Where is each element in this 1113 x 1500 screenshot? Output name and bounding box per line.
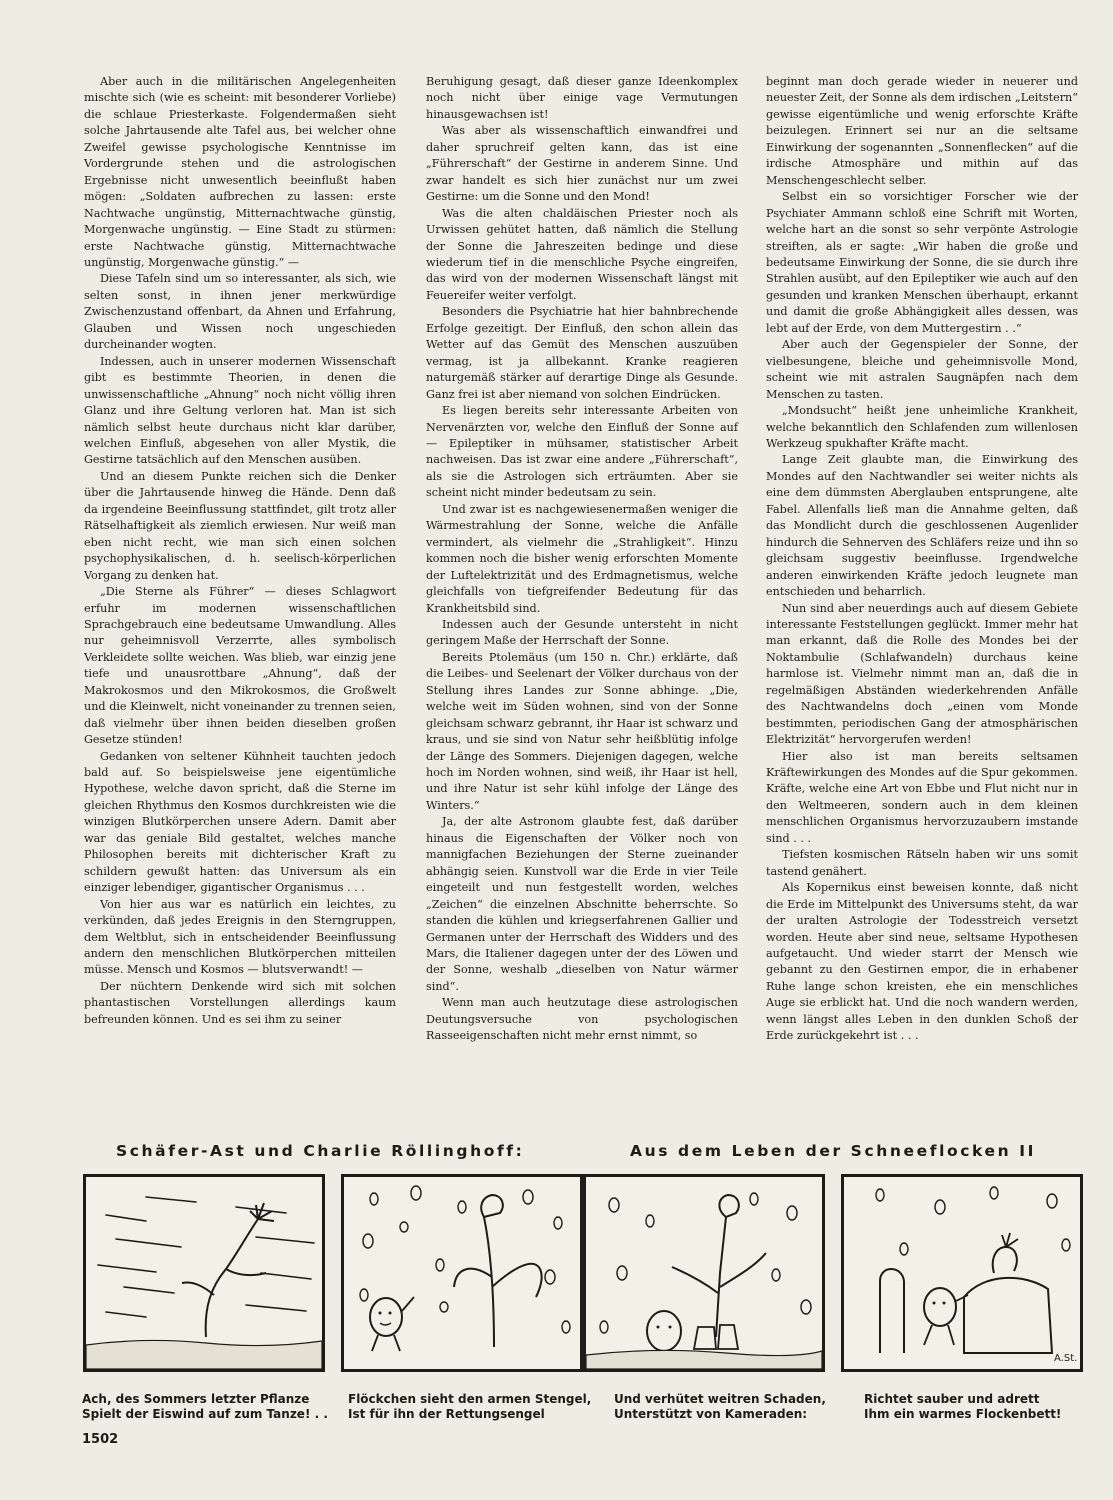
snowflakes-falling <box>600 1193 811 1333</box>
article-paragraph: Tiefsten kosmischen Rätseln haben wir uns somit tastend genähert. <box>766 848 1078 878</box>
snowflake-character <box>924 1288 968 1345</box>
snowflakes-falling <box>876 1187 1070 1255</box>
article-paragraph: Ja, der alte Astronom glaubte fest, daß darüber hinaus die Eigenschaften der Völker noch von mannigfachen Beziehungen der Sterne zueinander abhängig seien. Kunstvoll war die Erde in vier Teile eingeteilt und nun festgestellt worden, welches „Zeichen“ die einzelnen Abschnitte beherrschte. So standen die kühlen und kriegserfahrenen Gallier und Germanen unter der Herrschaft des Widders und des Mars, die Italiener dagegen unter der des Löwen und der Sonne, weshalb „dieselben von Natur wärmer sind“. <box>426 815 738 993</box>
article-paragraph: Was aber als wissenschaftlich einwandfrei und daher spruchreif gelten kann, das ist eine „Führerschaft“ der Gestirne in anderem Sinne. Und zwar handelt es sich hier zunächst nur um zwei Gestirne: um die Sonne und den Mond! <box>426 124 738 204</box>
article-paragraph: Von hier aus war es natürlich ein leichtes, zu verkünden, daß jedes Ereignis in den Sterngruppen, dem Weltblut, sich in entscheidender Beeinflussung andern den menschlichen Blutkörperchen mitteilen müsse. Mensch und Kosmos — blutsverwandt! — <box>84 897 396 977</box>
article-paragraph: Selbst ein so vorsichtiger Forscher wie der Psychiater Ammann schloß eine Schrift mit Worten, welche hart an die sonst so sehr verpönte Astrologie streiften, als er sagte: „Wir haben die große und bedeutsame Einwirkung der Sonne, die sie durch ihre Strahlen ausübt, auf den Epileptiker wie auch auf den gesunden und kranken Menschen überhaupt, erkannt und damit die große Abhängigkeit alles dessen, was lebt auf der Erde, von dem Muttergestirn . .“ <box>766 190 1078 335</box>
page-number: 1502 <box>82 1432 119 1447</box>
article-paragraph: Und zwar ist es nachgewiesenermaßen weniger die Wärmestrahlung der Sonne, welche die Anfälle vermindert, als vielmehr die „Strahligkeit“. Hinzu kommen noch die bisher wenig erforschten Momente der Luftelektrizität und des Erdmagnetismus, welche gleichfalls von tiefgreifender Bedeutung für das Krankheitsbild sind. <box>426 502 738 615</box>
article-paragraph: Wenn man auch heutzutage diese astrologischen Deutungsversuche von psychologischen Rasseeigenschaften nicht mehr ernst nimmt, so <box>426 996 738 1043</box>
article-paragraph: Lange Zeit glaubte man, die Einwirkung des Mondes auf den Nachtwandler sei weiter nichts als eine dem dümmsten Aberglauben entsprungene, alte Fabel. Allenfalls ließ man die Annahme gelten, daß das Mondlicht durch die geschlossenen Augenlider hindurch die Sehnerven des Schläfers reize und ihn so gleichsam suggestiv beeinflusse. Irgendwelche anderen einwirkenden Kräfte jedoch leugnete man entschieden und beharrlich. <box>766 453 1078 599</box>
drooping-stem <box>454 1195 542 1347</box>
comic-caption-4: Richtet sauber und adrett Ihm ein warmes Flockenbett! <box>864 1392 1062 1421</box>
comic-panel-3 <box>583 1174 825 1372</box>
article-paragraph: Indessen, auch in unserer modernen Wissenschaft gibt es bestimmte Theorien, in denen die unwissenschaftliche „Ahnung“ noch nicht völlig ihren Glanz und ihre Geltung verloren hat. Man ist sich nämlich selbst heute durchaus nicht klar darüber, welchen Einfluß, abgesehen von aller Mystik, die Gestirne tatsächlich auf den Menschen ausüben. <box>84 354 396 467</box>
ground <box>586 1350 822 1369</box>
snowflake-character <box>370 1297 414 1351</box>
comic-caption-1: Ach, des Sommers letzter Pflanze Spielt der Eiswind auf zum Tanze! . . <box>82 1392 328 1421</box>
article-paragraph: Der nüchtern Denkende wird sich mit solchen phantastischen Vorstellungen allerdings kaum befreunden können. Und es sei ihm zu seiner <box>84 979 396 1026</box>
comic-title: Aus dem Leben der Schneeflocken II <box>630 1142 1036 1160</box>
comic-caption-2: Flöckchen sieht den armen Stengel, Ist für ihn der Rettungsengel <box>348 1392 592 1421</box>
comic-authors: Schäfer-Ast und Charlie Röllinghoff: <box>116 1142 525 1160</box>
artist-signature: A.St. <box>1054 1353 1078 1364</box>
panel-1-drawing <box>86 1177 322 1369</box>
flake-bed <box>880 1233 1052 1353</box>
wind-strokes <box>98 1197 314 1317</box>
panel-2-drawing <box>344 1177 580 1369</box>
comic-panel-1 <box>83 1174 325 1372</box>
article-paragraph: Und an diesem Punkte reichen sich die Denker über die Jahrtausende hinweg die Hände. Denn daß da irgendeine Beeinflussung stattfindet, gilt trotz aller Rätselhaftigkeit als ziemlich erwiesen. Nur weiß man eben nicht recht, wie man sich einen solchen psychophysikalischen, d. h. seelisch-körperlichen Vorgang zu denken hat. <box>84 469 396 582</box>
panel-3-drawing <box>586 1177 822 1369</box>
article-paragraph: Indessen auch der Gesunde untersteht in nicht geringem Maße der Herrschaft der Sonne. <box>426 617 738 648</box>
article-paragraph: Aber auch der Gegenspieler der Sonne, der vielbesungene, bleiche und geheimnisvolle Mond, scheint wie mit astralen Saugnäpfen nach dem Menschen zu tasten. <box>766 338 1078 401</box>
ground <box>86 1340 322 1369</box>
article-paragraph: Gedanken von seltener Kühnheit tauchten jedoch bald auf. So beispielsweise jene eigentümliche Hypothese, welche davon spricht, daß die Sterne im gleichen Rhythmus den Kosmos durchkreisten wie die winzigen Blutkörperchen unsere Adern. Damit aber war das geniale Bild gestaltet, welches manche Philosophen bereits mit dichterischer Kraft zu schildern gewußt hatten: das Universum als ein einziger lebendiger, gigantischer Organismus . . . <box>84 749 396 895</box>
comic-caption-3: Und verhütet weitren Schaden, Unterstützt von Kameraden: <box>614 1392 826 1421</box>
article-paragraph: Als Kopernikus einst beweisen konnte, daß nicht die Erde im Mittelpunkt des Universums steht, da war der uralten Astrologie der Todesstreich versetzt worden. Heute aber sind neue, seltsame Hypothesen aufgetaucht. Und wieder starrt der Mensch wie gebannt zu den Gestirnen empor, die in erhabener Ruhe lange schon kreisten, ehe ein menschliches Auge sie erblickt hat. Und die noch wandern werden, wenn längst alles Leben in den dunklen Schoß der Erde zurückgekehrt ist . . . <box>766 881 1078 1043</box>
article-column-2 <box>426 74 738 1045</box>
article-paragraph: Diese Tafeln sind um so interessanter, als sich, wie selten sonst, in ihnen jener merkwürdige Zwischenzustand offenbart, da Ahnen und Erfahrung, Glauben und Wissen noch ungeschieden durcheinander wogten. <box>84 272 396 352</box>
snowflake-helpers <box>647 1311 738 1351</box>
article-paragraph: Es liegen bereits sehr interessante Arbeiten von Nervenärzten vor, welche den Einfluß der Sonne auf — Epileptiker in mühsamer, statistischer Arbeit nachweisen. Das ist zwar eine andere „Führerschaft“, als sie die Astrologen sich erträumten. Aber sie scheint nicht minder bedeutsam zu sein. <box>426 404 738 500</box>
comic-panel-2 <box>341 1174 583 1372</box>
article-paragraph: „Mondsucht“ heißt jene unheimliche Krankheit, welche bekanntlich den Schlafenden zum willenlosen Werkzeug spukhafter Kräfte macht. <box>766 404 1078 450</box>
article-paragraph: Bereits Ptolemäus (um 150 n. Chr.) erklärte, daß die Leibes- und Seelenart der Völker durchaus von der Stellung ihres Landes zur Sonne abhinge. „Die, welche weit im Süden wohnen, sind von der Sonne gleichsam schwarz gebrannt, ihr Haar ist schwarz und kraus, und sie sind von Natur sehr heißblütig infolge der Länge des Sommers. Diejenigen dagegen, welche hoch im Norden wohnen, sind weiß, ihr Haar ist hell, und ihre Natur ist sehr kühl infolge der Länge des Winters.“ <box>426 650 738 812</box>
article-paragraph: Besonders die Psychiatrie hat hier bahnbrechende Erfolge gezeitigt. Der Einfluß, den schon allein das Wetter auf das Gemüt des Menschen auszuüben vermag, ist ja allbekannt. Kranke reagieren naturgemäß stärker auf derartige Dinge als Gesunde. Ganz frei ist aber niemand von solchen Eindrücken. <box>426 305 738 401</box>
article-paragraph: beginnt man doch gerade wieder in neuerer und neuester Zeit, der Sonne als dem irdischen „Leitstern“ gewisse eigentümliche und wenig erforschte Kräfte beizulegen. Erinnert sei nur an die seltsame Einwirkung der sogenannten „Sonnenflecken“ auf die irdische Atmosphäre und mithin auf das Menschengeschlecht selber. <box>766 75 1078 187</box>
article-paragraph: „Die Sterne als Führer“ — dieses Schlagwort erfuhr im modernen wissenschaftlichen Sprachgebrauch eine bedeutsame Umwandlung. Alles nur geheimnisvoll Verzerrte, alles symbolisch Verkleidete sollte weichen. Was blieb, war einzig jene tiefe und unausrottbare „Ahnung“, daß der Makrokosmos und den Mikrokosmos, die Großwelt und die Kleinwelt, nicht voneinander zu trennen seien, daß vielmehr über ihnen beiden dieselben großen Gesetze stünden! <box>84 585 396 747</box>
comic-panel-4 <box>841 1174 1083 1372</box>
article-column-1 <box>84 74 396 1028</box>
article-paragraph: Hier also ist man bereits seltsamen Kräftewirkungen des Mondes auf die Spur gekommen. Kräfte, welche eine Art von Ebbe und Flut nicht nur in den Weltmeeren, sondern auch in dem kleinen menschlichen Organismus hervorzuzaubern imstande sind . . . <box>766 749 1078 845</box>
propped-plant <box>672 1195 766 1337</box>
article-column-3 <box>766 74 1078 1045</box>
panel-4-drawing <box>844 1177 1080 1369</box>
article-paragraph: Aber auch in die militärischen Angelegenheiten mischte sich (wie es scheint: mit besonderer Vorliebe) die schlaue Priesterkaste. Folgendermaßen sieht solche Jahrtausende alte Tafel aus, bei welcher ohne Zweifel gewisse psychologische Kenntnisse im Vordergrunde stehen und die astrologischen Ergebnisse nicht unwesentlich beeinflußt haben mögen: „Soldaten aufbrechen zu lassen: erste Nachtwache ungünstig, Mitternachtwache günstig, Morgenwache ungünstig. — Eine Stadt zu stürmen: erste Nachtwache günstig, Mitternachtwache ungünstig, Morgenwache günstig.“ — <box>84 75 396 269</box>
article-paragraph: Was die alten chaldäischen Priester noch als Urwissen gehütet hatten, daß nämlich die Stellung der Sonne die Jahreszeiten bedinge und diese wiederum tief in die menschliche Psyche eingreifen, das wird von der modernen Wissenschaft längst mit Feuereifer weiter verfolgt. <box>426 206 738 302</box>
article-paragraph: Beruhigung gesagt, daß dieser ganze Ideenkomplex noch nicht über einige vage Vermutungen hinausgewachsen ist! <box>426 75 738 121</box>
wilted-plant <box>182 1203 274 1337</box>
article-paragraph: Nun sind aber neuerdings auch auf diesem Gebiete interessante Feststellungen geglückt. Immer mehr hat man erkannt, daß die Rolle des Mondes bei der Noktambulie (Schlafwandeln) durchaus keine harmlose ist. Vielmehr nimmt man an, daß die in regelmäßigen Abständen wiederkehrenden Anfälle des Nachtwandelns doch „einen vom Monde bestimmten, periodischen Gang der atmosphärischen Elektrizität“ hervorgerufen werden! <box>766 601 1078 747</box>
